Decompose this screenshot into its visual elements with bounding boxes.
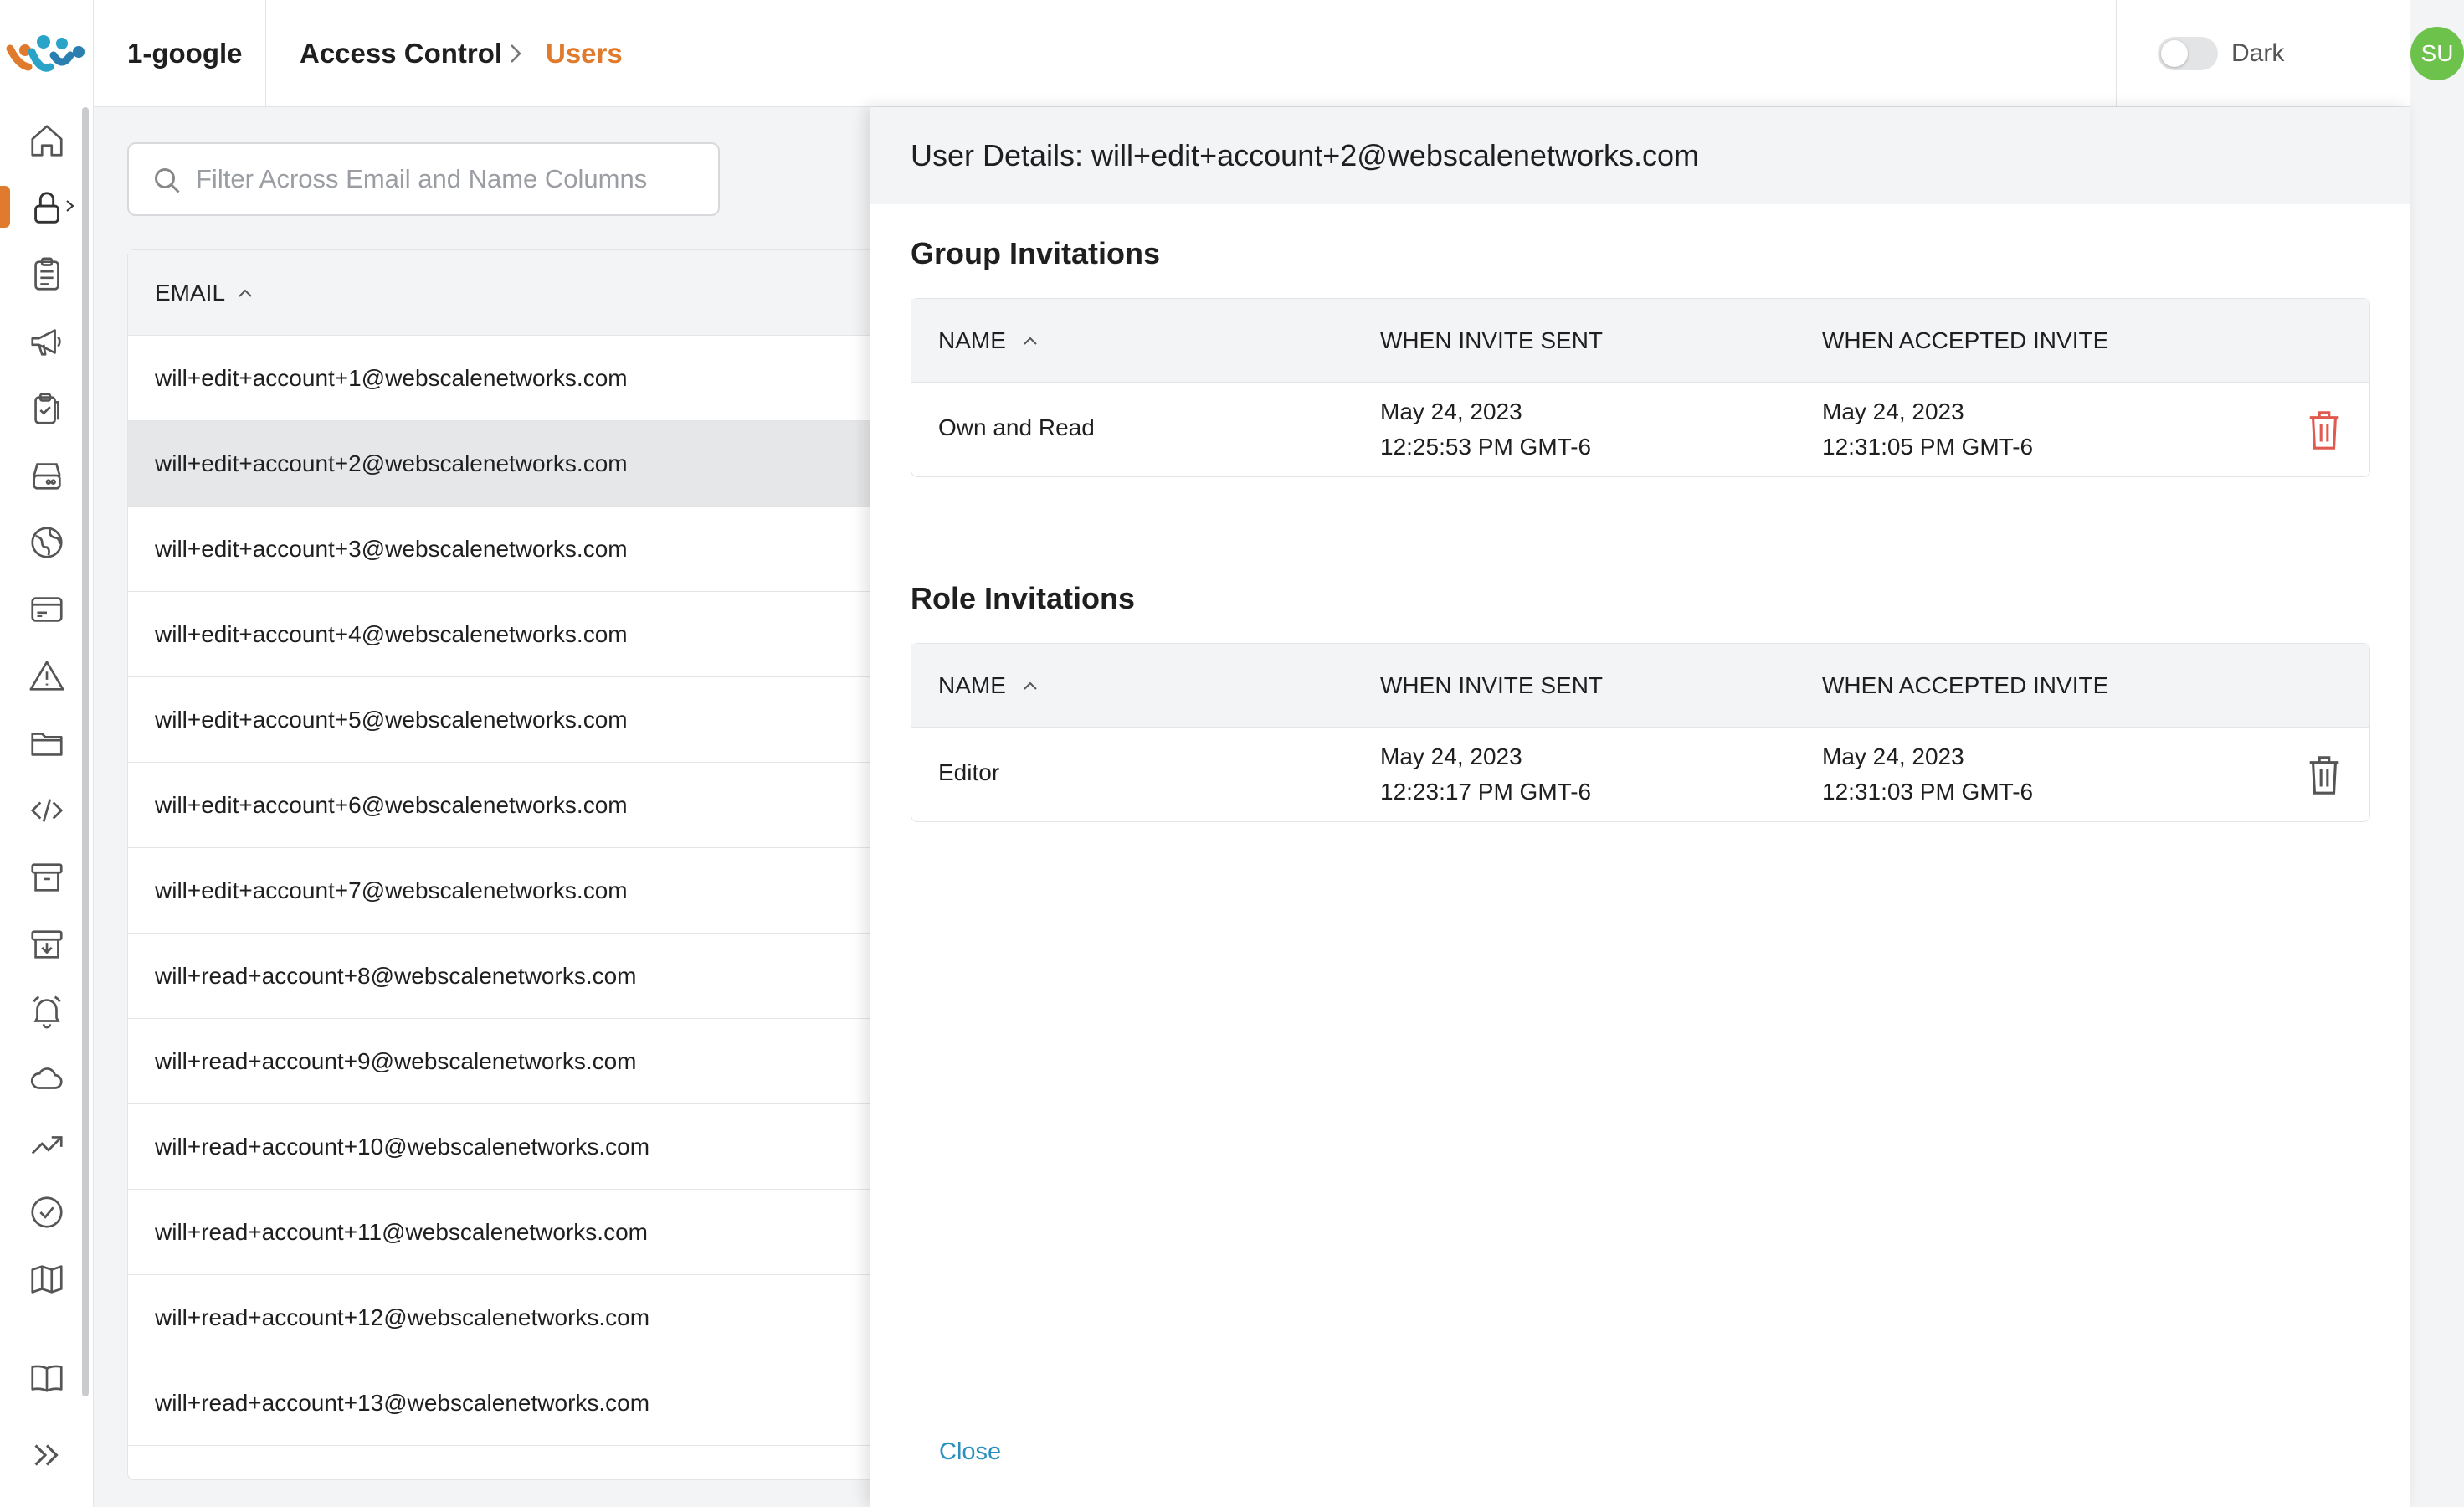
email-cell: will+edit+account+4@webscalenetworks.com — [155, 620, 628, 647]
nav-status[interactable] — [23, 1189, 70, 1236]
table-row[interactable] — [128, 848, 880, 934]
email-cell: will+read+account+8@webscalenetworks.com — [155, 962, 637, 989]
close-button[interactable]: Close — [939, 1438, 1002, 1465]
accepted-cell — [1822, 739, 2033, 810]
chevron-right-icon — [64, 196, 77, 216]
table-row[interactable] — [128, 677, 880, 763]
email-cell: will+edit+account+6@webscalenetworks.com — [155, 791, 628, 818]
check-circle-icon — [28, 1193, 66, 1232]
sort-ascending-icon[interactable] — [235, 286, 255, 300]
nav-scrollbar[interactable] — [82, 107, 89, 1396]
time-text: 12:31:03 PM GMT-6 — [1822, 779, 2034, 805]
email-cell: will+edit+account+5@webscalenetworks.com — [155, 706, 628, 733]
book-icon — [28, 1359, 66, 1397]
date-text: May 24, 2023 — [1822, 399, 1964, 424]
table-row[interactable] — [128, 763, 880, 848]
org-selector[interactable]: 1-google — [127, 38, 243, 69]
table-row[interactable] — [128, 1190, 880, 1275]
cloud-icon — [28, 1059, 66, 1098]
invite-sent-cell — [1380, 394, 1591, 465]
dark-mode-label: Dark — [2231, 39, 2285, 67]
table-row[interactable] — [128, 1360, 880, 1446]
table-row-selected[interactable] — [128, 421, 880, 507]
column-header-name[interactable]: NAME — [938, 327, 1006, 353]
megaphone-icon — [28, 322, 66, 361]
date-text: May 24, 2023 — [1380, 399, 1522, 424]
column-header-accepted[interactable]: WHEN ACCEPTED INVITE — [1822, 327, 2109, 353]
nav-home[interactable] — [23, 117, 70, 164]
nav-backups[interactable] — [23, 921, 70, 968]
nav-tasks[interactable] — [23, 385, 70, 432]
search-icon — [152, 166, 182, 196]
map-icon — [28, 1260, 66, 1299]
column-header-email[interactable]: EMAIL — [155, 279, 226, 306]
active-nav-marker — [0, 186, 10, 228]
breadcrumb-chevron-icon — [507, 40, 524, 67]
column-header-invite-sent[interactable]: WHEN INVITE SENT — [1380, 327, 1604, 353]
left-nav-rail — [0, 0, 94, 1507]
nav-network[interactable] — [23, 519, 70, 566]
email-cell: will+edit+account+2@webscalenetworks.com — [155, 450, 628, 476]
table-header — [911, 644, 2369, 728]
clipboard-list-icon — [28, 255, 66, 294]
table-row[interactable] — [128, 592, 880, 677]
nav-alerts[interactable] — [23, 653, 70, 700]
drawer-title: User Details: will+edit+account+2@webscalenetworks.com — [911, 138, 1699, 172]
lock-icon — [28, 188, 66, 227]
group-invitations-table — [911, 298, 2370, 477]
nav-storage[interactable] — [23, 452, 70, 499]
time-text: 12:23:17 PM GMT-6 — [1380, 779, 1592, 805]
table-row[interactable] — [128, 1104, 880, 1190]
archive-icon — [28, 858, 66, 897]
email-cell: will+read+account+10@webscalenetworks.com — [155, 1133, 650, 1160]
toggle-knob — [2161, 40, 2188, 67]
server-drive-icon — [28, 456, 66, 495]
dark-mode-toggle[interactable] — [2158, 37, 2218, 70]
nav-archive[interactable] — [23, 854, 70, 901]
table-row[interactable] — [128, 1019, 880, 1104]
nav-map[interactable] — [23, 1256, 70, 1303]
table-row[interactable] — [128, 934, 880, 1019]
archive-download-icon — [28, 925, 66, 964]
folder-icon — [28, 724, 66, 763]
nav-files[interactable] — [23, 720, 70, 767]
breadcrumb-access-control[interactable]: Access Control — [300, 38, 503, 69]
time-text: 12:31:05 PM GMT-6 — [1822, 434, 2034, 460]
email-cell: will+read+account+11@webscalenetworks.com — [155, 1218, 648, 1245]
sort-ascending-icon[interactable] — [1020, 679, 1040, 692]
role-name-cell: Editor — [938, 759, 1000, 785]
email-cell: will+read+account+9@webscalenetworks.com — [155, 1047, 637, 1074]
home-icon — [28, 121, 66, 160]
users-table — [127, 249, 880, 1480]
accepted-cell — [1822, 394, 2033, 465]
user-details-drawer — [870, 107, 2410, 1507]
group-name-cell: Own and Read — [938, 414, 1095, 440]
role-invitations-table — [911, 643, 2370, 822]
expand-chevrons-icon — [28, 1436, 66, 1474]
table-row[interactable] — [128, 336, 880, 421]
nav-announcements[interactable] — [23, 318, 70, 365]
table-row[interactable] — [128, 507, 880, 592]
table-header — [911, 299, 2369, 383]
nav-cloud[interactable] — [23, 1055, 70, 1102]
breadcrumb-users: Users — [546, 38, 623, 69]
email-cell: will+edit+account+3@webscalenetworks.com — [155, 535, 628, 562]
search-field[interactable] — [127, 142, 720, 216]
search-input[interactable] — [196, 144, 698, 214]
email-cell: will+edit+account+1@webscalenetworks.com — [155, 364, 628, 391]
user-avatar[interactable]: SU — [2410, 27, 2464, 80]
table-row — [911, 728, 2369, 823]
table-row — [911, 383, 2369, 478]
invite-sent-cell — [1380, 739, 1591, 810]
warning-icon — [28, 657, 66, 696]
divider — [2116, 0, 2117, 107]
clipboard-copy-icon — [28, 389, 66, 428]
nav-reports[interactable] — [23, 251, 70, 298]
nav-expand[interactable] — [23, 1432, 70, 1479]
top-bar — [94, 0, 2454, 107]
sort-ascending-icon[interactable] — [1020, 334, 1040, 347]
nav-code[interactable] — [23, 787, 70, 834]
nav-analytics[interactable] — [23, 1122, 70, 1169]
divider — [265, 0, 266, 107]
column-header-invite-sent[interactable]: WHEN INVITE SENT — [1380, 672, 1604, 698]
email-cell: will+read+account+12@webscalenetworks.com — [155, 1304, 650, 1330]
drawer-header — [870, 107, 2410, 204]
date-text: May 24, 2023 — [1380, 743, 1522, 769]
group-invitations-title: Group Invitations — [911, 236, 1161, 270]
nav-notifications[interactable] — [23, 988, 70, 1035]
column-header-name[interactable]: NAME — [938, 672, 1006, 698]
company-logo[interactable] — [7, 30, 87, 82]
table-header[interactable] — [128, 250, 880, 336]
bell-icon — [28, 992, 66, 1031]
column-header-accepted[interactable]: WHEN ACCEPTED INVITE — [1822, 672, 2109, 698]
time-text: 12:25:53 PM GMT-6 — [1380, 434, 1592, 460]
globe-icon — [28, 523, 66, 562]
email-cell: will+edit+account+7@webscalenetworks.com — [155, 877, 628, 903]
delete-trash-icon[interactable] — [2306, 409, 2343, 451]
email-cell: will+read+account+13@webscalenetworks.com — [155, 1389, 650, 1416]
table-row[interactable] — [128, 1275, 880, 1360]
trend-up-icon — [28, 1126, 66, 1165]
credit-card-icon — [28, 590, 66, 629]
delete-trash-icon[interactable] — [2306, 754, 2343, 796]
code-icon — [28, 791, 66, 830]
nav-billing[interactable] — [23, 586, 70, 633]
date-text: May 24, 2023 — [1822, 743, 1964, 769]
nav-docs[interactable] — [23, 1355, 70, 1402]
role-invitations-title: Role Invitations — [911, 581, 1136, 615]
